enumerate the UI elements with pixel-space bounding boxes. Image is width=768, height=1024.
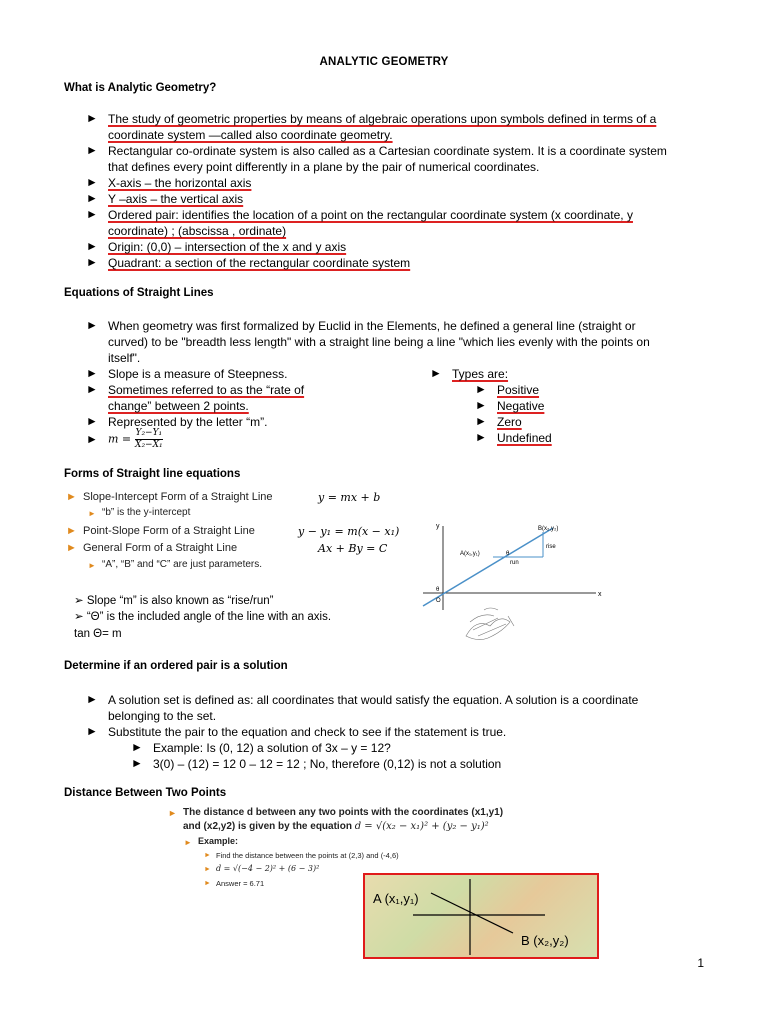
section-heading-forms: Forms of Straight line equations	[64, 468, 241, 480]
list-item: Origin: (0,0) – intersection of the x and y axis	[108, 240, 347, 254]
origin-label: O	[436, 598, 441, 604]
list-item: Ordered pair: identifies the location of a point on the rectangular coordinate system (x coordinate, y	[108, 208, 633, 222]
list-item: Rectangular co-ordinate system is also called as a Cartesian coordinate system. It is a coordinate system	[108, 144, 667, 158]
bullet-icon: ►	[475, 430, 487, 444]
form-equation: y − y₁ = m(x − x₁)	[298, 525, 400, 538]
document-title: ANALYTIC GEOMETRY	[319, 56, 449, 68]
distance-segment	[431, 893, 513, 933]
bullet-icon: ►	[86, 382, 98, 396]
list-item: The study of geometric properties by means of algebraic operations upon symbols defined in terms of a	[108, 112, 657, 126]
list-item: Sometimes referred to as the “rate of	[108, 383, 305, 397]
form-label: General Form of a Straight Line	[83, 542, 238, 554]
bullet-icon: ►	[86, 175, 98, 189]
bullet-icon: ►	[475, 398, 487, 412]
distance-diagram	[365, 875, 597, 957]
list-item: coordinate system —called also coordinate geometry.	[108, 128, 393, 142]
run-label: run	[510, 560, 519, 566]
form-label: Slope-Intercept Form of a Straight Line	[83, 491, 273, 503]
form-sub: “A”, “B” and “C” are just parameters.	[102, 559, 263, 570]
sketch-drawing	[466, 608, 514, 640]
bullet-icon: ►	[86, 366, 98, 380]
list-item: change” between 2 points.	[108, 399, 249, 413]
type-item: Undefined	[497, 431, 552, 445]
bullet-icon: ►	[475, 414, 487, 428]
example-step: d = √(−4 − 2)² + (6 − 3)²	[216, 864, 320, 873]
example-step: Answer = 6.71	[216, 879, 265, 888]
arrow-icon: ►	[66, 491, 77, 503]
list-item: X-axis – the horizontal axis	[108, 176, 252, 190]
note-item: ➢ Slope “m” is also known as “rise/run”	[74, 595, 274, 607]
form-equation: y = mx + b	[318, 491, 381, 504]
section-heading-analytic: What is Analytic Geometry?	[64, 82, 217, 94]
list-item: Substitute the pair to the equation and check to see if the statement is true.	[108, 725, 507, 739]
list-item: Slope is a measure of Steepness.	[108, 367, 288, 381]
arrow-icon: ►	[88, 509, 96, 518]
list-item: that defines every point differently in a plane by the pair of numerical coordinates.	[108, 160, 540, 174]
arrow-icon: ►	[168, 808, 177, 818]
bullet-icon: ►	[86, 692, 98, 706]
list-item: When geometry was first formalized by Euclid in the Elements, he defined a general line (straight or	[108, 319, 636, 333]
slope-formula: m = $\frac{\text{Y₂−Y₁}}{\text{X₂−X₁}}$	[108, 428, 163, 450]
bullet-icon: ►	[430, 366, 442, 380]
bullet-icon: ►	[86, 239, 98, 253]
tan-note: tan Θ= m	[74, 628, 122, 640]
list-item: A solution set is defined as: all coordinates that would satisfy the equation. A solution is a coordinate	[108, 693, 639, 707]
example-item: 3(0) – (12) = 12 0 – 12 = 12 ; No, therefore (0,12) is not a solution	[153, 757, 502, 771]
point-a-label: A(x₁,y₁)	[460, 551, 480, 557]
example-step: Find the distance between the points at (2,3) and (-4,6)	[216, 851, 399, 860]
arrow-icon: ►	[204, 880, 211, 887]
example-label: Example:	[198, 836, 239, 846]
arrow-icon: ►	[66, 542, 77, 554]
form-equation: Ax + By = C	[318, 542, 388, 555]
arrow-icon: ►	[204, 852, 211, 859]
bullet-icon: ►	[131, 740, 143, 754]
list-item: itself".	[108, 351, 141, 365]
slope-graph	[418, 518, 608, 648]
point-a-label: A (x₁,y₁)	[373, 891, 419, 906]
point-b-label: B (x₂,y₂)	[521, 933, 569, 948]
bullet-icon: ►	[86, 414, 98, 428]
theta-label: θ	[506, 551, 510, 557]
arrow-icon: ►	[204, 866, 211, 873]
section-heading-distance: Distance Between Two Points	[64, 787, 227, 799]
bullet-icon: ►	[86, 111, 98, 125]
page-number: 1	[697, 956, 704, 970]
form-label: Point-Slope Form of a Straight Line	[83, 525, 255, 537]
rise-label: rise	[546, 544, 556, 550]
list-item: Y –axis – the vertical axis	[108, 192, 244, 206]
list-item: Represented by the letter “m”.	[108, 415, 268, 429]
bullet-icon: ►	[86, 318, 98, 332]
bullet-icon: ►	[86, 724, 98, 738]
x-label: x	[598, 591, 602, 598]
list-item: Quadrant: a section of the rectangular coordinate system	[108, 256, 411, 270]
section-heading-lines: Equations of Straight Lines	[64, 287, 214, 299]
type-item: Negative	[497, 399, 545, 413]
list-item: belonging to the set.	[108, 709, 217, 723]
distance-line1: The distance d between any two points with the coordinates (x1,y1)	[183, 807, 504, 818]
bullet-icon: ►	[86, 432, 98, 446]
note-item: ➢ “Θ” is the included angle of the line with an axis.	[74, 611, 332, 623]
type-item: Positive	[497, 383, 540, 397]
list-item: coordinate) ; (abscissa , ordinate)	[108, 224, 287, 238]
types-label: Types are:	[452, 367, 509, 381]
bullet-icon: ►	[86, 143, 98, 157]
point-b-label: B(x₂,y₂)	[538, 526, 559, 532]
bullet-icon: ►	[86, 191, 98, 205]
bullet-icon: ►	[475, 382, 487, 396]
bullet-icon: ►	[131, 756, 143, 770]
list-item: curved) to be "breadth less length" with a straight line being a line "which lies evenly with the points on	[108, 335, 650, 349]
theta-axis-label: θ	[436, 587, 440, 593]
arrow-icon: ►	[88, 561, 96, 570]
slope-fraction: $\frac{\text{Y₂−Y₁}}{\text{X₂−X₁}}$	[135, 428, 163, 450]
example-item: Example: Is (0, 12) a solution of 3x – y = 12?	[153, 741, 391, 755]
arrow-icon: ►	[184, 838, 192, 847]
distance-figure	[363, 873, 599, 959]
form-sub: “b” is the y-intercept	[102, 507, 191, 518]
y-label: y	[436, 523, 440, 530]
bullet-icon: ►	[86, 207, 98, 221]
section-heading-solution: Determine if an ordered pair is a solution	[64, 660, 288, 672]
arrow-icon: ►	[66, 525, 77, 537]
bullet-icon: ►	[86, 255, 98, 269]
type-item: Zero	[497, 415, 522, 429]
distance-line2: and (x2,y2) is given by the equation d = √(x₂ − x₁)² + (y₂ − y₁)²	[183, 821, 489, 832]
